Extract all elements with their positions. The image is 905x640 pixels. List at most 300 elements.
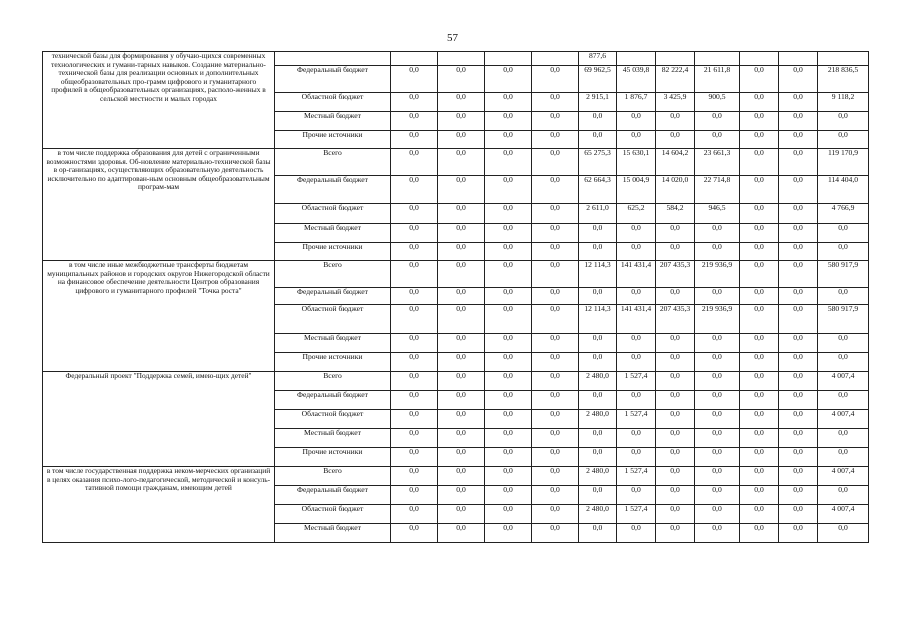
table-row (43, 52, 869, 66)
value-cell: 0,0 (656, 334, 695, 353)
value-cell: 0,0 (438, 243, 485, 261)
value-cell: 12 114,3 (579, 305, 617, 334)
value-cell: 0,0 (391, 66, 438, 93)
value-cell: 0,0 (438, 410, 485, 429)
value-cell: 2 611,0 (579, 204, 617, 224)
value-cell: 0,0 (485, 353, 532, 372)
total-value: 4 007,4 (818, 467, 869, 486)
total-value: 218 836,5 (818, 66, 869, 93)
value-cell: 0,0 (579, 131, 617, 149)
value-cell: 0,0 (779, 334, 818, 353)
value-cell: 0,0 (485, 149, 532, 176)
funding-source: Федеральный бюджет (275, 288, 391, 305)
page-number: 57 (447, 32, 458, 44)
value-cell: 0,0 (391, 429, 438, 448)
value-cell: 0,0 (656, 410, 695, 429)
funding-source: Местный бюджет (275, 524, 391, 543)
value-cell: 1 876,7 (617, 93, 656, 112)
value-cell: 1 527,4 (617, 467, 656, 486)
value-cell: 2 480,0 (579, 505, 617, 524)
funding-source: Местный бюджет (275, 224, 391, 243)
value-cell: 0,0 (532, 467, 579, 486)
value-cell: 0,0 (438, 224, 485, 243)
value-cell: 0,0 (391, 305, 438, 334)
value-cell: 0,0 (779, 243, 818, 261)
value-cell: 62 664,3 (579, 176, 617, 204)
value-cell: 0,0 (438, 149, 485, 176)
value-cell: 0,0 (740, 224, 779, 243)
value-cell: 0,0 (779, 288, 818, 305)
value-cell: 0,0 (617, 224, 656, 243)
value-cell: 0,0 (656, 243, 695, 261)
value-cell: 0,0 (740, 372, 779, 391)
value-cell: 1 527,4 (617, 410, 656, 429)
funding-source (275, 52, 391, 66)
value-cell: 0,0 (532, 131, 579, 149)
value-cell: 0,0 (438, 288, 485, 305)
value-cell: 0,0 (532, 261, 579, 288)
value-cell: 0,0 (391, 131, 438, 149)
value-cell: 207 435,3 (656, 261, 695, 288)
value-cell: 0,0 (391, 224, 438, 243)
total-value: 0,0 (818, 334, 869, 353)
value-cell: 0,0 (391, 176, 438, 204)
value-cell: 0,0 (617, 524, 656, 543)
total-value: 0,0 (818, 243, 869, 261)
value-cell: 0,0 (695, 372, 740, 391)
value-cell: 0,0 (617, 391, 656, 410)
value-cell: 0,0 (656, 486, 695, 505)
value-cell: 0,0 (532, 448, 579, 467)
funding-source: Прочие источники (275, 131, 391, 149)
funding-source: Местный бюджет (275, 334, 391, 353)
total-value: 9 118,2 (818, 93, 869, 112)
value-cell: 0,0 (779, 131, 818, 149)
value-cell: 65 275,3 (579, 149, 617, 176)
value-cell: 0,0 (779, 410, 818, 429)
value-cell: 0,0 (485, 131, 532, 149)
funding-source: Прочие источники (275, 448, 391, 467)
value-cell: 0,0 (740, 288, 779, 305)
funding-source: Областной бюджет (275, 505, 391, 524)
total-value: 4 766,9 (818, 204, 869, 224)
value-cell: 0,0 (579, 429, 617, 448)
value-cell: 0,0 (391, 467, 438, 486)
value-cell: 0,0 (391, 288, 438, 305)
value-cell: 82 222,4 (656, 66, 695, 93)
value-cell: 0,0 (656, 524, 695, 543)
value-cell: 0,0 (779, 261, 818, 288)
value-cell: 0,0 (695, 524, 740, 543)
value-cell: 0,0 (485, 66, 532, 93)
value-cell: 207 435,3 (656, 305, 695, 334)
funding-source: Местный бюджет (275, 429, 391, 448)
value-cell: 14 604,2 (656, 149, 695, 176)
value-cell: 0,0 (695, 353, 740, 372)
value-cell: 2 480,0 (579, 467, 617, 486)
total-value: 0,0 (818, 486, 869, 505)
value-cell: 0,0 (656, 288, 695, 305)
section-description: Федеральный проект "Поддержка семей, имею-щих детей" (43, 372, 275, 467)
value-cell: 0,0 (695, 288, 740, 305)
section-description: в том числе поддержка образования для детей с ограниченными возможностями здоровья. Об-новление материально-технической базы в ор-ганизациях, осуществляющих образовательную деятельность исключительно по адаптирован-ным основным общеобразовательным програм-мам (43, 149, 275, 261)
value-cell: 0,0 (617, 288, 656, 305)
total-value: 580 917,9 (818, 305, 869, 334)
value-cell: 0,0 (656, 429, 695, 448)
total-value: 4 007,4 (818, 410, 869, 429)
value-cell: 0,0 (579, 391, 617, 410)
value-cell: 0,0 (532, 429, 579, 448)
value-cell: 0,0 (779, 486, 818, 505)
value-cell: 0,0 (656, 372, 695, 391)
value-cell: 0,0 (695, 486, 740, 505)
value-cell: 0,0 (438, 372, 485, 391)
value-cell: 0,0 (485, 467, 532, 486)
value-cell: 0,0 (485, 204, 532, 224)
value-cell: 0,0 (740, 505, 779, 524)
value-cell: 0,0 (391, 372, 438, 391)
value-cell: 219 936,9 (695, 305, 740, 334)
funding-source: Областной бюджет (275, 305, 391, 334)
funding-source: Федеральный бюджет (275, 391, 391, 410)
total-value: 0,0 (818, 131, 869, 149)
funding-source: Всего (275, 467, 391, 486)
value-cell: 0,0 (779, 224, 818, 243)
value-cell: 0,0 (391, 486, 438, 505)
value-cell: 0,0 (695, 410, 740, 429)
value-cell: 0,0 (740, 131, 779, 149)
value-cell: 0,0 (779, 305, 818, 334)
funding-source: Прочие источники (275, 353, 391, 372)
value-cell: 0,0 (740, 66, 779, 93)
value-cell: 0,0 (579, 524, 617, 543)
value-cell: 0,0 (779, 524, 818, 543)
value-cell: 0,0 (695, 391, 740, 410)
value-cell (740, 52, 779, 66)
value-cell: 15 630,1 (617, 149, 656, 176)
value-cell: 0,0 (617, 486, 656, 505)
table-row (43, 372, 869, 391)
value-cell: 0,0 (740, 305, 779, 334)
value-cell: 141 431,4 (617, 305, 656, 334)
value-cell: 0,0 (740, 353, 779, 372)
total-value: 0,0 (818, 391, 869, 410)
value-cell: 0,0 (391, 391, 438, 410)
value-cell: 0,0 (617, 448, 656, 467)
value-cell: 0,0 (532, 524, 579, 543)
funding-source: Областной бюджет (275, 93, 391, 112)
value-cell: 0,0 (617, 429, 656, 448)
value-cell: 0,0 (485, 372, 532, 391)
value-cell: 0,0 (532, 149, 579, 176)
value-cell: 0,0 (485, 261, 532, 288)
value-cell: 0,0 (740, 204, 779, 224)
value-cell: 0,0 (617, 112, 656, 131)
value-cell: 0,0 (740, 261, 779, 288)
value-cell: 0,0 (695, 505, 740, 524)
table-row (43, 467, 869, 486)
value-cell: 0,0 (391, 112, 438, 131)
total-value: 119 170,9 (818, 149, 869, 176)
total-value: 0,0 (818, 524, 869, 543)
funding-source: Областной бюджет (275, 410, 391, 429)
total-value: 0,0 (818, 288, 869, 305)
value-cell: 12 114,3 (579, 261, 617, 288)
value-cell: 69 962,5 (579, 66, 617, 93)
budget-table (42, 51, 869, 543)
funding-source: Федеральный бюджет (275, 486, 391, 505)
value-cell: 0,0 (695, 224, 740, 243)
value-cell: 0,0 (438, 467, 485, 486)
value-cell: 0,0 (485, 176, 532, 204)
value-cell: 0,0 (485, 112, 532, 131)
value-cell: 0,0 (532, 410, 579, 429)
table-row (43, 261, 869, 288)
value-cell: 0,0 (391, 410, 438, 429)
value-cell: 0,0 (391, 353, 438, 372)
value-cell: 0,0 (740, 410, 779, 429)
funding-source: Местный бюджет (275, 112, 391, 131)
funding-source: Областной бюджет (275, 204, 391, 224)
funding-source: Всего (275, 149, 391, 176)
value-cell: 0,0 (438, 66, 485, 93)
value-cell: 0,0 (532, 243, 579, 261)
value-cell: 0,0 (779, 391, 818, 410)
value-cell: 0,0 (532, 505, 579, 524)
value-cell: 0,0 (779, 176, 818, 204)
value-cell: 22 714,8 (695, 176, 740, 204)
value-cell: 0,0 (695, 131, 740, 149)
total-value: 4 007,4 (818, 505, 869, 524)
table-row (43, 149, 869, 176)
funding-source: Всего (275, 261, 391, 288)
value-cell: 0,0 (485, 288, 532, 305)
value-cell (695, 52, 740, 66)
value-cell: 2 480,0 (579, 372, 617, 391)
value-cell: 0,0 (438, 429, 485, 448)
value-cell: 0,0 (579, 448, 617, 467)
value-cell: 0,0 (391, 149, 438, 176)
value-cell (656, 52, 695, 66)
value-cell: 0,0 (779, 505, 818, 524)
total-value: 0,0 (818, 112, 869, 131)
value-cell: 45 039,8 (617, 66, 656, 93)
value-cell: 0,0 (695, 448, 740, 467)
value-cell: 0,0 (391, 448, 438, 467)
total-value: 0,0 (818, 448, 869, 467)
value-cell: 0,0 (391, 261, 438, 288)
value-cell: 2 480,0 (579, 410, 617, 429)
value-cell: 0,0 (438, 131, 485, 149)
value-cell: 0,0 (485, 391, 532, 410)
value-cell: 0,0 (656, 131, 695, 149)
section-description: в том числе государственная поддержка неком-мерческих организаций в целях оказания психо-лого-педагогической, методической и консуль-тативной помощи гражданам, имеющим детей (43, 467, 275, 543)
value-cell: 0,0 (779, 448, 818, 467)
value-cell: 0,0 (695, 243, 740, 261)
value-cell: 0,0 (485, 410, 532, 429)
value-cell: 0,0 (740, 112, 779, 131)
value-cell: 0,0 (485, 334, 532, 353)
value-cell: 0,0 (656, 448, 695, 467)
funding-source: Федеральный бюджет (275, 66, 391, 93)
total-value: 4 007,4 (818, 372, 869, 391)
value-cell (438, 52, 485, 66)
value-cell: 584,2 (656, 204, 695, 224)
value-cell: 0,0 (656, 353, 695, 372)
value-cell: 0,0 (532, 391, 579, 410)
value-cell: 0,0 (740, 391, 779, 410)
value-cell: 0,0 (740, 448, 779, 467)
value-cell: 0,0 (438, 261, 485, 288)
value-cell (617, 52, 656, 66)
value-cell: 0,0 (532, 176, 579, 204)
value-cell: 0,0 (438, 391, 485, 410)
section-description: в том числе иные межбюджетные трансферты бюджетам муниципальных районов и городских округов Нижегородской области на финансовое обеспечение деятельности Центров образования цифрового и гуманитарного профилей "Точка роста" (43, 261, 275, 372)
value-cell: 141 431,4 (617, 261, 656, 288)
funding-source: Всего (275, 372, 391, 391)
value-cell: 0,0 (656, 224, 695, 243)
value-cell: 0,0 (779, 149, 818, 176)
value-cell: 0,0 (532, 93, 579, 112)
section-description: технической базы для формирования у обучаю-щихся современных технологических и гумани-тарных навыков. Создание материально-технической базы для реализации основных и дополнительных общеобразовательных про-грамм цифрового и гуманитарного профилей в общеобразовательных организациях, располо-женных в сельской местности и малых городах (43, 52, 275, 149)
value-cell (485, 52, 532, 66)
value-cell: 0,0 (485, 524, 532, 543)
value-cell: 877,6 (579, 52, 617, 66)
value-cell: 0,0 (740, 429, 779, 448)
value-cell: 0,0 (579, 486, 617, 505)
value-cell: 0,0 (485, 305, 532, 334)
value-cell: 0,0 (438, 448, 485, 467)
value-cell: 0,0 (438, 334, 485, 353)
funding-source: Прочие источники (275, 243, 391, 261)
value-cell: 946,5 (695, 204, 740, 224)
value-cell: 0,0 (438, 305, 485, 334)
funding-source: Федеральный бюджет (275, 176, 391, 204)
value-cell: 0,0 (740, 467, 779, 486)
value-cell: 0,0 (656, 505, 695, 524)
value-cell: 0,0 (391, 204, 438, 224)
total-value (818, 52, 869, 66)
value-cell: 0,0 (532, 334, 579, 353)
value-cell: 0,0 (485, 93, 532, 112)
value-cell: 0,0 (532, 204, 579, 224)
value-cell: 0,0 (779, 112, 818, 131)
value-cell: 0,0 (779, 372, 818, 391)
value-cell: 0,0 (391, 93, 438, 112)
value-cell: 0,0 (579, 243, 617, 261)
value-cell: 14 020,0 (656, 176, 695, 204)
value-cell (532, 52, 579, 66)
value-cell: 0,0 (740, 486, 779, 505)
value-cell: 0,0 (532, 224, 579, 243)
value-cell: 0,0 (740, 243, 779, 261)
value-cell: 23 661,3 (695, 149, 740, 176)
value-cell: 0,0 (617, 334, 656, 353)
value-cell: 625,2 (617, 204, 656, 224)
value-cell: 0,0 (579, 288, 617, 305)
total-value: 0,0 (818, 429, 869, 448)
value-cell: 0,0 (779, 93, 818, 112)
total-value: 0,0 (818, 224, 869, 243)
value-cell: 0,0 (656, 391, 695, 410)
value-cell: 15 004,9 (617, 176, 656, 204)
total-value: 114 404,0 (818, 176, 869, 204)
value-cell: 0,0 (438, 486, 485, 505)
value-cell: 0,0 (779, 204, 818, 224)
value-cell: 0,0 (579, 112, 617, 131)
value-cell: 0,0 (391, 524, 438, 543)
value-cell: 0,0 (532, 353, 579, 372)
value-cell: 0,0 (391, 334, 438, 353)
value-cell: 0,0 (740, 334, 779, 353)
value-cell: 0,0 (579, 224, 617, 243)
value-cell: 0,0 (740, 149, 779, 176)
value-cell: 0,0 (579, 353, 617, 372)
value-cell: 0,0 (485, 224, 532, 243)
value-cell: 0,0 (617, 243, 656, 261)
value-cell: 0,0 (485, 448, 532, 467)
value-cell: 0,0 (485, 505, 532, 524)
value-cell: 0,0 (438, 505, 485, 524)
value-cell: 0,0 (532, 112, 579, 131)
value-cell: 0,0 (438, 176, 485, 204)
value-cell: 219 936,9 (695, 261, 740, 288)
value-cell: 0,0 (695, 334, 740, 353)
value-cell: 0,0 (532, 372, 579, 391)
value-cell: 0,0 (391, 243, 438, 261)
value-cell: 2 915,1 (579, 93, 617, 112)
value-cell (391, 52, 438, 66)
value-cell: 0,0 (695, 112, 740, 131)
value-cell: 0,0 (438, 112, 485, 131)
value-cell: 0,0 (485, 243, 532, 261)
total-value: 0,0 (818, 353, 869, 372)
value-cell: 0,0 (532, 486, 579, 505)
value-cell: 0,0 (579, 334, 617, 353)
value-cell: 0,0 (532, 66, 579, 93)
value-cell: 0,0 (656, 112, 695, 131)
value-cell: 0,0 (617, 353, 656, 372)
total-value: 580 917,9 (818, 261, 869, 288)
value-cell: 0,0 (779, 429, 818, 448)
value-cell: 0,0 (485, 429, 532, 448)
value-cell: 0,0 (740, 524, 779, 543)
value-cell: 0,0 (695, 467, 740, 486)
value-cell: 0,0 (438, 524, 485, 543)
value-cell: 0,0 (438, 93, 485, 112)
value-cell: 0,0 (779, 467, 818, 486)
value-cell: 0,0 (532, 288, 579, 305)
value-cell: 0,0 (617, 131, 656, 149)
value-cell: 0,0 (438, 204, 485, 224)
value-cell: 0,0 (391, 505, 438, 524)
value-cell: 3 425,9 (656, 93, 695, 112)
value-cell: 0,0 (740, 93, 779, 112)
value-cell: 1 527,4 (617, 505, 656, 524)
value-cell: 0,0 (532, 305, 579, 334)
value-cell: 0,0 (485, 486, 532, 505)
value-cell: 21 611,8 (695, 66, 740, 93)
value-cell: 1 527,4 (617, 372, 656, 391)
value-cell: 0,0 (438, 353, 485, 372)
value-cell: 900,5 (695, 93, 740, 112)
value-cell: 0,0 (740, 176, 779, 204)
value-cell: 0,0 (695, 429, 740, 448)
value-cell: 0,0 (656, 467, 695, 486)
value-cell: 0,0 (779, 66, 818, 93)
value-cell: 0,0 (779, 353, 818, 372)
value-cell (779, 52, 818, 66)
